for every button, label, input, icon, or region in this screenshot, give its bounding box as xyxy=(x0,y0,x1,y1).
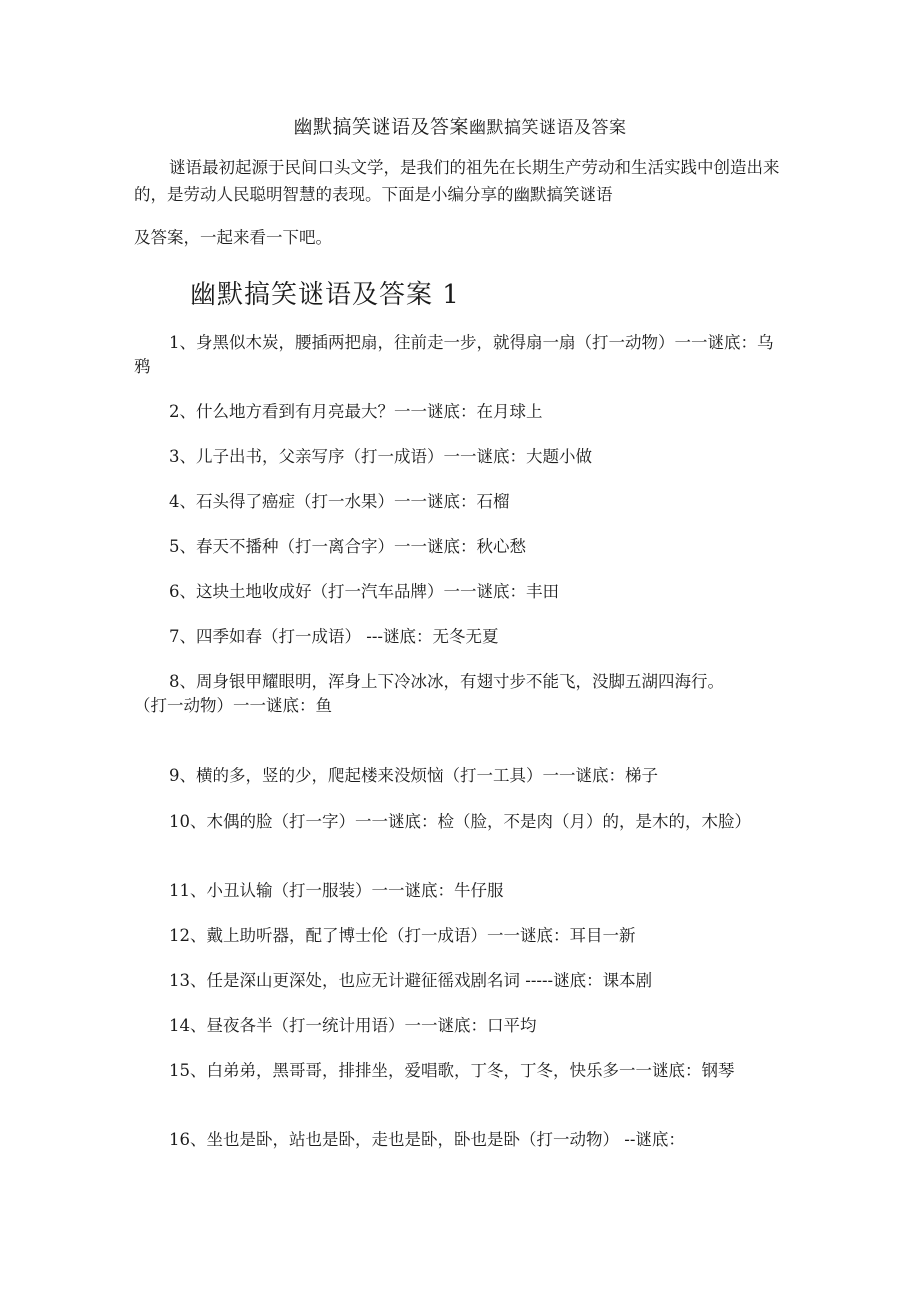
riddle-text: 13、任是深山更深处，也应无计避征徭戏剧名词 -----谜底：课本剧 xyxy=(169,971,653,990)
riddle-text: 12、戴上助听器，配了博士伦（打一成语）一一谜底：耳目一新 xyxy=(169,926,636,945)
riddle-text: 10、木偶的脸（打一字）一一谜底：检（脸，不是肉（月）的，是木的，木脸） xyxy=(169,812,751,831)
riddle-text: 8、周身银甲耀眼明，浑身上下冷冰冰，有翅寸步不能飞，没脚五湖四海行。 xyxy=(169,672,724,691)
riddle-text: 3、儿子出书，父亲写序（打一成语）一一谜底：大题小做 xyxy=(169,447,592,466)
riddle-text: 4、石头得了癌症（打一水果）一一谜底：石榴 xyxy=(169,492,510,511)
riddle-text: 6、这块土地收成好（打一汽车品牌）一一谜底：丰田 xyxy=(169,582,559,601)
section-heading: 幽默搞笑谜语及答案 1 xyxy=(190,280,460,310)
riddle-item xyxy=(134,445,786,469)
riddle-item xyxy=(134,879,786,903)
document-title xyxy=(0,112,920,139)
riddle-text: 11、小丑认输（打一服装）一一谜底：牛仔服 xyxy=(169,881,504,900)
riddle-item xyxy=(134,490,786,514)
riddle-item xyxy=(134,1128,786,1152)
riddle-item xyxy=(134,670,786,718)
title-main: 幽默搞笑谜语及答案 xyxy=(293,116,469,138)
riddle-item xyxy=(134,625,786,649)
riddle-item xyxy=(134,580,786,604)
riddle-item xyxy=(134,764,786,788)
riddle-text: 16、坐也是卧，站也是卧，走也是卧，卧也是卧（打一动物） --谜底： xyxy=(169,1130,685,1149)
riddle-item xyxy=(134,810,786,834)
riddle-item xyxy=(134,331,786,379)
riddle-text: 5、春天不播种（打一离合字）一一谜底：秋心愁 xyxy=(169,537,526,556)
riddle-text: 7、四季如春（打一成语） ---谜底：无冬无夏 xyxy=(169,627,499,646)
title-sub: 幽默搞笑谜语及答案 xyxy=(469,118,627,138)
riddle-item xyxy=(134,1059,786,1083)
intro-paragraph-continuation: 及答案，一起来看一下吧。 xyxy=(134,228,332,247)
riddle-text: 1、身黑似木炭，腰插两把扇，往前走一步，就得扇一扇（打一动物）一一谜底：乌鸦 xyxy=(134,333,774,376)
riddle-item xyxy=(134,1014,786,1038)
riddle-item xyxy=(134,969,786,993)
riddle-text: 2、什么地方看到有月亮最大？一一谜底：在月球上 xyxy=(169,402,543,421)
riddle-text: 9、横的多，竖的少，爬起楼来没烦恼（打一工具）一一谜底：梯子 xyxy=(169,766,658,785)
riddle-text-continuation: （打一动物）一一谜底：鱼 xyxy=(134,696,332,715)
intro-paragraph: 谜语最初起源于民间口头文学，是我们的祖先在长期生产劳动和生活实践中创造出来的，是劳动人民聪明智慧的表现。下面是小编分享的幽默搞笑谜语 xyxy=(134,158,780,204)
riddle-text: 14、昼夜各半（打一统计用语）一一谜底：口平均 xyxy=(169,1016,537,1035)
riddle-item xyxy=(134,400,786,424)
riddle-text: 15、白弟弟，黑哥哥，排排坐，爱唱歌，丁冬，丁冬，快乐多一一谜底：钢琴 xyxy=(169,1061,735,1080)
riddle-item xyxy=(134,535,786,559)
riddle-item xyxy=(134,924,786,948)
